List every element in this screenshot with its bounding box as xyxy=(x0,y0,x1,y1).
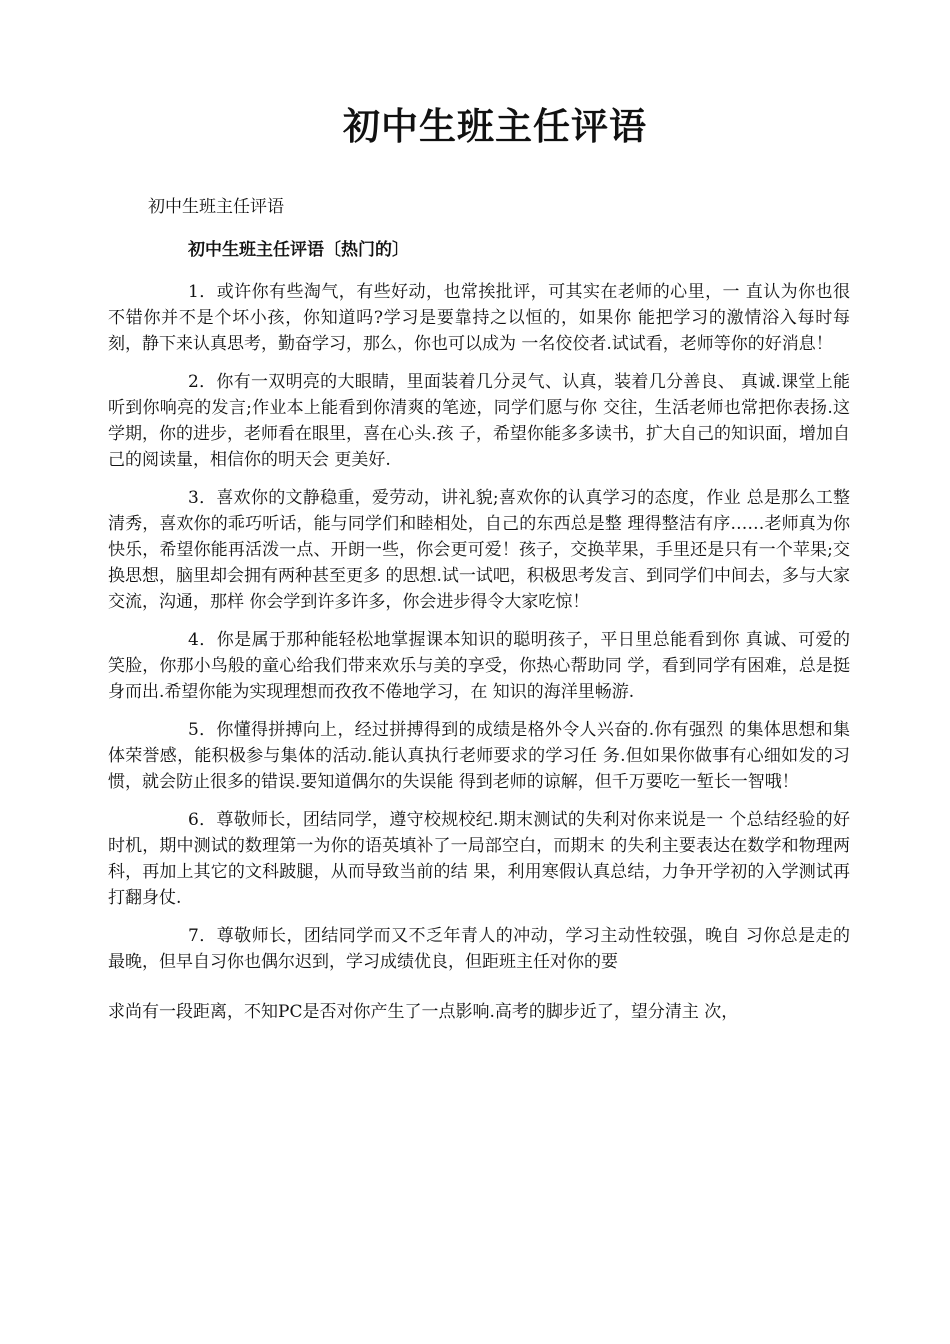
comment-paragraph-4: 4．你是属于那种能轻松地掌握课本知识的聪明孩子，平日里总能看到你 真诚、可爱的笑脸，你那小鸟般的童心给我们带来欢乐与美的享受，你热心帮助同 学，看到同学有困难，总是挺身而出.希望你能为实现理想而孜孜不倦地学习，在 知识的海洋里畅游. xyxy=(108,630,850,702)
document-subtitle: 初中生班主任评语 xyxy=(148,197,284,217)
comment-paragraph-5: 5．你懂得拼搏向上，经过拼搏得到的成绩是格外令人兴奋的.你有强烈 的集体思想和集体荣誉感，能积极参与集体的活动.能认真执行老师要求的学习任 务.但如果你做事有心细如发的习惯，就会防止很多的错误.要知道偶尔的失误能 得到老师的谅解，但千万要吃一堑长一智哦！ xyxy=(108,720,850,792)
comment-paragraph-1: 1．或许你有些淘气，有些好动，也常挨批评，可其实在老师的心里，一 直认为你也很不错你并不是个坏小孩，你知道吗?学习是要靠持之以恒的，如果你 能把学习的激情浴入每时每刻，静下来认真思考，勤奋学习，那么，你也可以成为 一名佼佼者.试试看，老师等你的好消息！ xyxy=(108,282,850,354)
comment-paragraph-6: 6．尊敬师长，团结同学，遵守校规校纪.期末测试的失利对你来说是一 个总结经验的好时机，期中测试的数理第一为你的语英填补了一局部空白，而期末 的失利主要表达在数学和物理两科，再加上其它的文科跛腿，从而导致当前的结 果，利用寒假认真总结，力争开学初的入学测试再打翻身仗. xyxy=(108,810,850,908)
paragraph-continuation: 求尚有一段距离，不知PC是否对你产生了一点影响.高考的脚步近了，望分清主 次， xyxy=(108,1002,739,1022)
comment-paragraph-3: 3．喜欢你的文静稳重，爱劳动，讲礼貌;喜欢你的认真学习的态度，作业 总是那么工整清秀，喜欢你的乖巧听话，能与同学们和睦相处，自己的东西总是整 理得整洁有序……老师真为你快乐，希望你能再活泼一点、开朗一些，你会更可爱！孩子，交换苹果，手里还是只有一个苹果;交换思想，脑里却会拥有两种甚至更多 的思想.试一试吧，积极思考发言、到同学们中间去，多与大家交流，沟通，那样 你会学到许多许多，你会进步得令大家吃惊！ xyxy=(108,488,850,612)
document-body xyxy=(108,279,850,1037)
comment-paragraph-2: 2．你有一双明亮的大眼睛，里面装着几分灵气、认真，装着几分善良、 真诚.课堂上能听到你响亮的发言;作业本上能看到你清爽的笔迹，同学们愿与你 交往，生活老师也常把你表扬.这学期，你的进步，老师看在眼里，喜在心头.孩 子，希望你能多多读书，扩大自己的知识面，增加自己的阅读量，相信你的明天会 更美好. xyxy=(108,372,850,470)
document-title: 初中生班主任评语 xyxy=(343,104,647,148)
comment-paragraph-7: 7．尊敬师长，团结同学而又不乏年青人的冲动，学习主动性较强，晚自 习你总是走的最晚，但早自习你也偶尔迟到，学习成绩优良，但距班主任对你的要 xyxy=(108,926,850,972)
section-heading: 初中生班主任评语〔热门的〕 xyxy=(188,240,409,260)
